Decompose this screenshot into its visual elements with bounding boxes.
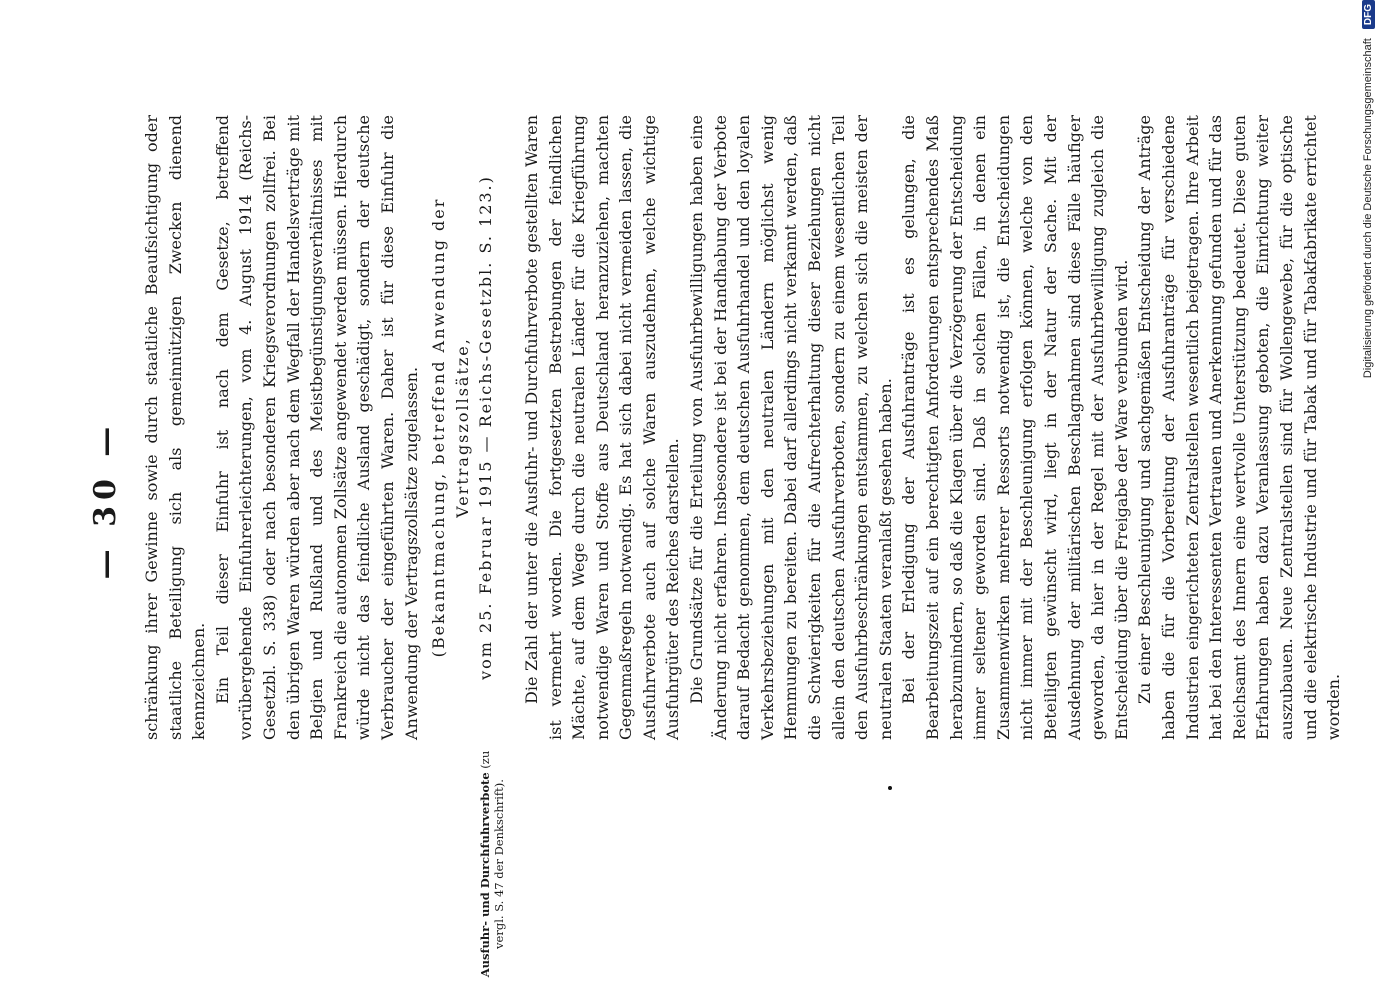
margin-note [478, 748, 506, 980]
margin-note-reference: (zu vergl. S. 47 der Denkschrift). [478, 750, 506, 949]
paragraph-export-principles: Die Grundsätze für die Erteilung von Ausfuhrbewilligungen haben eine Änderung nicht erfahren. Insbesondere ist bei der Handhabung der Verbote darauf Bedacht genommen, dem deutschen Ausfuhrhandel und den loyalen Verkehrsbeziehungen mit den neutralen Ländern möglichst wenig Hemmungen zu bereiten. Dabei darf allerdings nicht verkannt werden, daß die Schwierigkeiten für die Aufrechterhaltung dieser Beziehungen nicht allein den deutschen Ausfuhrverboten, sondern zu einem wesentlichen Teil den Ausfuhrbeschränkungen entstammen, zu welchen sich die meisten der neutralen Staaten veranlaßt gesehen haben. [687, 115, 895, 740]
dfg-logo-badge: DFG [1362, 0, 1375, 29]
paragraph-import-duties: Ein Teil dieser Einfuhr ist nach dem Gesetze, betreffend vorübergehende Einfuhrerleichterungen, vom 4. August 1914 (Reichs-Gesetzbl. S. 338) oder nach besonderen Kriegsverordnungen zollfrei. Bei den übrigen Waren würden aber nach dem Wegfall der Handelsverträge mit Belgien und Rußland und des Meistbegünstigungsverhältnisses mit Frankreich die autonomen Zollsätze angewendet werden müssen. Hierdurch würde nicht das feindliche Ausland geschädigt, sondern der deutsche Verbraucher der eingeführten Waren. Daher ist für diese Einfuhr die Anwendung der Vertragszollsätze zugelassen. [212, 115, 421, 740]
digitization-credit [1362, 0, 1375, 1000]
paragraph-export-bans: Die Zahl der unter die Ausfuhr- und Durchfuhrverbote gestellten Waren ist vermehrt worden. Die fortgesetzten Bestrebungen der feindlichen Mächte, auf dem Wege durch die neutralen Länder für die Kriegführung notwendige Waren und Stoffe aus Deutschland heranzuziehen, machten Gegenmaßregeln notwendig. Es hat sich dabei nicht vermeiden lassen, die Ausfuhrverbote auch auf solche Waren auszudehnen, welche wichtige Ausfuhrgüter des Reiches darstellen. [521, 115, 683, 740]
paragraph-continuation: schränkung ihrer Gewinne sowie durch staatliche Beaufsichtigung oder staatliche Beteiligung sich als gemeinnützigen Zwecken dienend kennzeichnen. [142, 115, 209, 740]
margin-note-title: Ausfuhr- und Durchfuhrverbote [478, 772, 492, 978]
scan-speck [888, 786, 892, 790]
digitization-credit-text: Digitalisierung gefördert durch die Deutsche Forschungsgemeinschaft [1362, 38, 1374, 379]
paragraph-processing-time: Bei der Erledigung der Ausfuhranträge ist es gelungen, die Bearbeitungszeit auf ein berechtigten Anforderungen entsprechendes Maß herabzumindern, so daß die Klagen über die Verzögerung der Entscheidung immer seltener geworden sind. Daß in solchen Fällen, in denen ein Zusammenwirken mehrerer Ressorts notwendig ist, die Entscheidungen nicht immer mit der Beschleunigung erfolgen können, welche von den Beteiligten gewünscht wird, liegt in der Natur der Sache. Mit der Ausdehnung der militärischen Beschlagnahmen sind diese Fälle häufiger geworden, da hier in der Regel mit der Ausfuhrbewilligung zugleich die Entscheidung über die Freigabe der Ware verbunden wird. [899, 115, 1131, 740]
announcement-heading-line2: vom 25. Februar 1915 — Reichs-Gesetzbl. S. 123.) [476, 175, 496, 680]
paragraph-central-offices: Zu einer Beschleunigung und sachgemäßen Entscheidung der Anträge haben die für die Vorbereitung der Ausfuhranträge für verschiedene Industrien eingerichteten Zentralstellen wesentlich beigetragen. Ihre Arbeit hat bei den Interessenten Vertrauen und Anerkennung gefunden und für das Reichsamt des Innern eine wertvolle Unterstützung bedeutet. Diese guten Erfahrungen haben dazu Veranlassung geboten, die Einrichtung weiter auszubauen. Neue Zentralstellen sind für Wollengewebe, für die optische und die elektrische Industrie und für Tabak und für Tabakfabrikate errichtet worden. [1135, 115, 1344, 740]
announcement-heading-line1: (Bekanntmachung, betreffend Anwendung der Vertragszollsätze, [429, 197, 472, 658]
page-number: — 30 — [88, 420, 123, 580]
main-text-column [140, 115, 1346, 740]
